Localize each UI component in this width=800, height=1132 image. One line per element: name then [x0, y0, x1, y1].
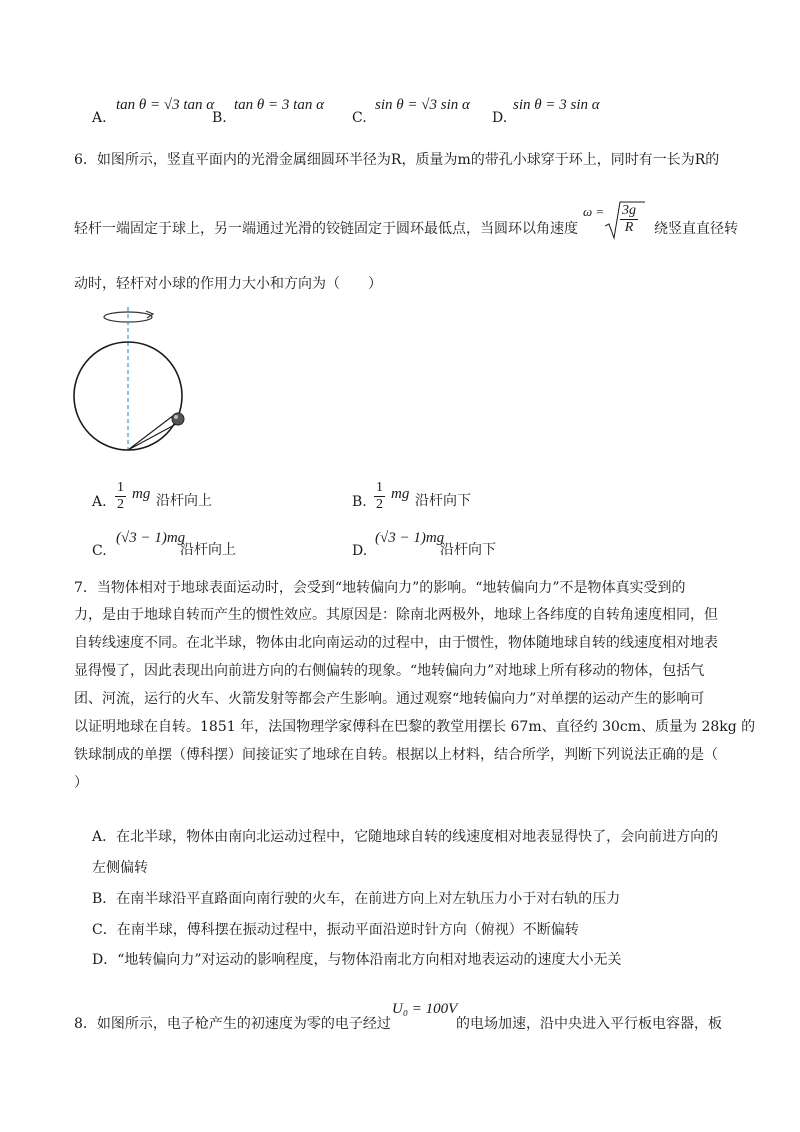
q6-ring-figure [68, 305, 198, 465]
q7-option-a-line-1: A．在北半球，物体由南向北运动过程中，它随地球自转的线速度相对地表显得快了，会向前进方向的 [92, 829, 719, 845]
q7-stem-line-3: 自转线速度不同。在北半球，物体由北向南运动的过程中，由于惯性，物体随地球自转的线速度相对地表 [74, 635, 718, 651]
q5-option-d-formula: sin θ = 3 sin α [513, 97, 600, 113]
q5-option-b-formula: tan θ = 3 tan α [234, 97, 324, 113]
q8-stem-line-1a: 8．如图所示，电子枪产生的初速度为零的电子经过 [74, 1016, 391, 1032]
q6-stem-line-2a: 轻杆一端固定于球上，另一端通过光滑的铰链固定于圆环最低点，当圆环以角速度 [74, 221, 578, 237]
q5-option-b-label: B. [212, 110, 227, 126]
q6-stem-line-3: 动时，轻杆对小球的作用力大小和方向为（ ） [74, 276, 382, 292]
ball [172, 413, 184, 425]
q7-option-b: B．在南半球沿平直路面向南行驶的火车，在前进方向上对左轨压力小于对右轨的压力 [92, 891, 621, 907]
q6-option-b-text: 沿杆向下 [415, 493, 471, 509]
q8-stem-line-1b: 的电场加速，沿中央进入平行板电容器，板 [456, 1016, 722, 1032]
q6-stem-line-1: 6．如图所示，竖直平面内的光滑金属细圆环半径为R，质量为m的带孔小球穿于环上，同时有一长为R的 [74, 152, 720, 168]
q7-option-c: C．在南半球，傅科摆在振动过程中，振动平面沿逆时针方向（俯视）不断偏转 [92, 922, 579, 938]
q6-omega-symbol: ω = [583, 204, 605, 219]
q6-option-b-fraction [374, 480, 385, 513]
q6-option-b-mg: mg [391, 486, 410, 502]
q6-option-b-label: B. [352, 494, 367, 510]
q7-stem-line-1: 7．当物体相对于地球表面运动时，会受到“地转偏向力”的影响。“地转偏向力”不是物体真实受到的 [74, 580, 686, 596]
q5-option-c-label: C. [352, 110, 367, 126]
q6-option-c-expr: (√3 − 1)mg [116, 530, 186, 546]
q6-option-a-mg: mg [132, 486, 151, 502]
q7-stem-line-8: ） [74, 775, 88, 791]
q6-frac-numerator: 3g [622, 203, 636, 218]
ball-highlight [174, 415, 178, 419]
q5-option-c-formula: sin θ = √3 sin α [375, 97, 470, 113]
q6-option-a-num: 1 [117, 480, 124, 495]
q7-stem-line-7: 铁球制成的单摆（傅科摆）间接证实了地球在自转。根据以上材料，结合所学，判断下列说法正确的是（ [74, 747, 718, 763]
q7-stem-line-4: 显得慢了，因此表现出向前进方向的右侧偏转的现象。“地转偏向力”对地球上所有移动的物体，包括气 [74, 663, 705, 679]
q6-option-b-den: 2 [376, 497, 383, 512]
q6-option-c-text: 沿杆向上 [180, 542, 236, 558]
q7-stem-line-2: 力，是由于地球自转而产生的惯性效应。其原因是：除南北两极外，地球上各纬度的自转角速度相同，但 [74, 607, 718, 623]
q5-option-d-label: D. [492, 110, 508, 126]
q5-option-a-formula: tan θ = √3 tan α [116, 97, 215, 113]
q6-option-a-text: 沿杆向上 [156, 493, 212, 509]
q6-option-d-label: D. [352, 543, 368, 559]
q6-stem-line-2b: 绕竖直直径转 [654, 221, 738, 237]
q8-voltage: U₀ = 100V [392, 1001, 458, 1017]
q6-option-c-label: C. [92, 543, 107, 559]
q7-stem-line-5: 团、河流，运行的火车、火箭发射等都会产生影响。通过观察“地转偏向力”对单摆的运动产生的影响可 [74, 691, 705, 707]
q7-option-d: D．“地转偏向力”对运动的影响程度，与物体沿南北方向相对地表运动的速度大小无关 [92, 952, 622, 968]
q6-option-a-den: 2 [117, 497, 124, 512]
q6-option-a-fraction [115, 480, 126, 513]
q7-option-a-line-2: 左侧偏转 [92, 860, 148, 876]
q6-option-b-num: 1 [376, 480, 383, 495]
q6-frac-denominator: R [624, 220, 634, 235]
q5-option-a-label: A. [92, 110, 107, 126]
q6-option-a-label: A. [92, 494, 107, 510]
q6-option-d-expr: (√3 − 1)mg [375, 530, 445, 546]
q7-stem-line-6: 以证明地球在自转。1851 年，法国物理学家傅科在巴黎的教堂用摆长 67m、直径约 30cm、质量为 28kg 的 [74, 719, 756, 735]
q6-option-d-text: 沿杆向下 [440, 542, 496, 558]
